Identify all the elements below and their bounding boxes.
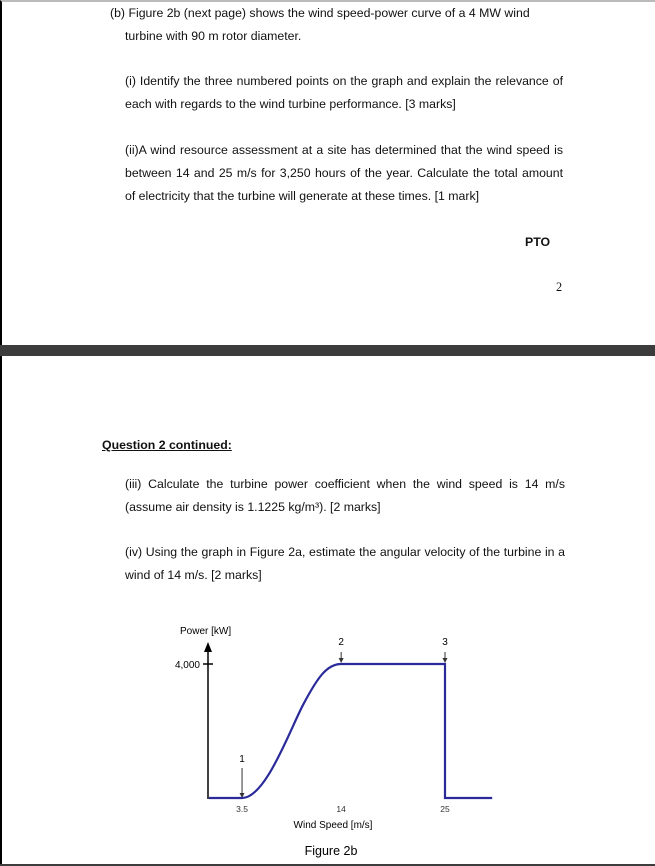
page-1 [0,0,655,345]
y-axis-arrow-icon [204,642,212,652]
arrowhead-icon [443,658,448,663]
section-heading: Question 2 continued: [102,438,232,452]
question-b-ii: (ii)A wind resource assessment at a site has determined that the wind speed is between 14 and 25 m/s for 3,250 hours of the year. Calculate the total amount of electricity that the turbine will generate at these times. [1 mark] [125,143,563,203]
y-tick-label: 4,000 [174,660,200,671]
point-label-1: 1 [239,754,245,765]
question-b-line1: (b) Figure 2b (next page) shows the wind speed-power curve of a 4 MW wind [110,6,530,20]
question-iv: (iv) Using the graph in Figure 2a, estimate the angular velocity of the turbine in a wind of 14 m/s. [2 marks] [125,545,565,582]
x-tick-label: 25 [440,804,450,814]
figure-caption: Figure 2b [304,844,358,858]
x-axis-label: Wind Speed [m/s] [293,820,373,831]
pto-label: PTO [525,235,551,249]
point-label-2: 2 [338,637,344,648]
power-curve-chart [0,356,655,864]
x-tick-label: 14 [336,804,346,814]
question-b-i: (i) Identify the three numbered points on the graph and explain the relevance of each with regards to the wind turbine performance. [3 marks] [125,74,563,111]
page-number: 2 [556,280,563,294]
page-2 [0,356,655,864]
arrowhead-icon [339,658,344,663]
y-axis-label: Power [kW] [180,626,232,637]
question-iii: (iii) Calculate the turbine power coefficient when the wind speed is 14 m/s (assume air density is 1.1225 kg/m³). [2 marks] [125,477,565,514]
question-b-line2: turbine with 90 m rotor diameter. [125,29,302,43]
x-tick-label: 3.5 [236,804,248,814]
point-label-3: 3 [442,637,448,648]
power-curve-line [209,664,492,798]
